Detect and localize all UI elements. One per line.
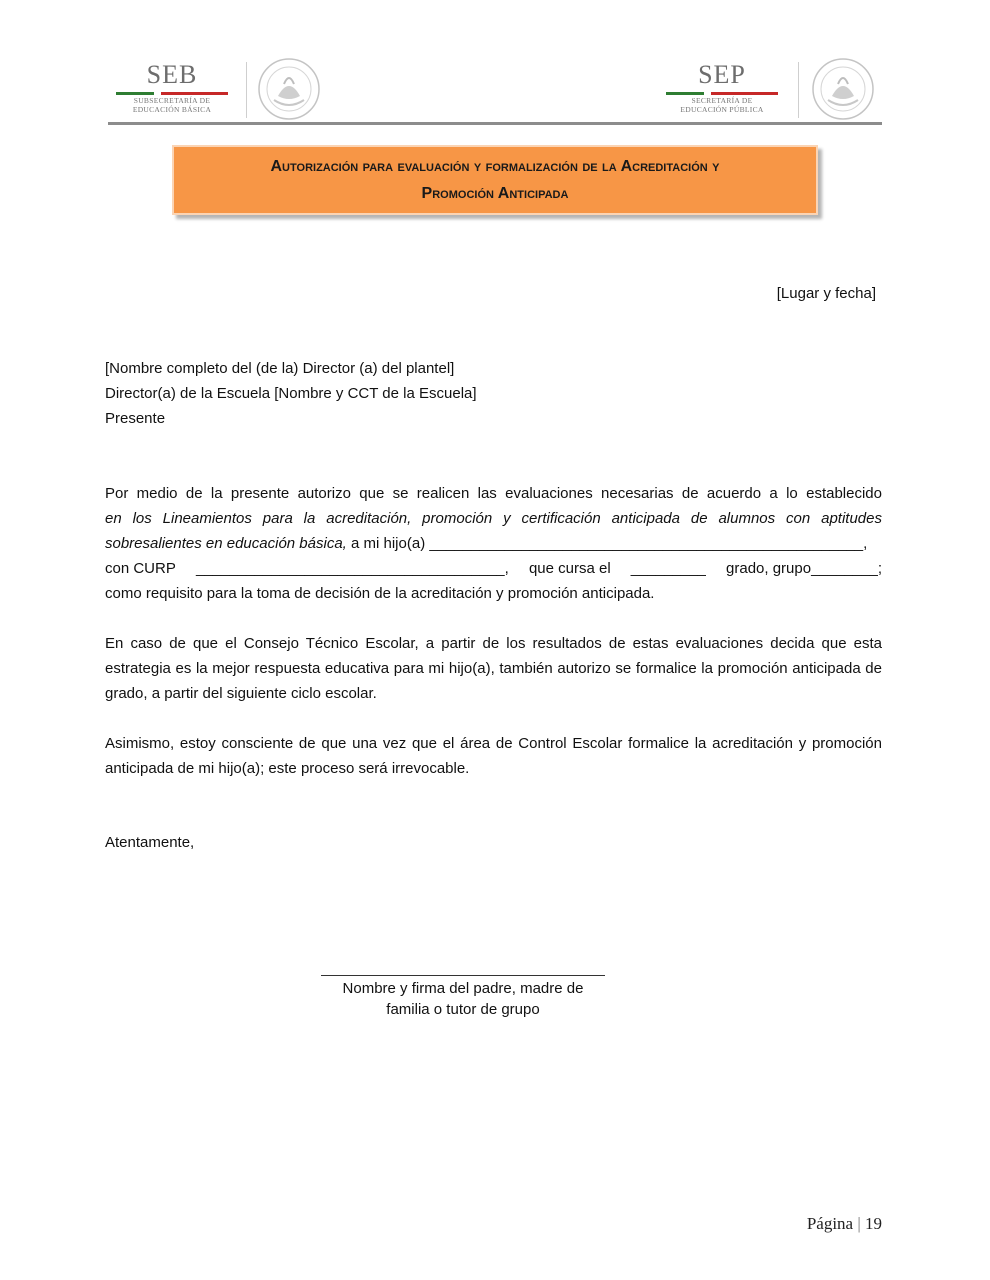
page-separator: | [857, 1214, 861, 1233]
sep-sub-line1: SECRETARÍA DE [691, 96, 753, 105]
document-title [251, 153, 740, 207]
signature-label [300, 978, 626, 1020]
page-number: 19 [865, 1214, 882, 1233]
paragraph-consejo-tecnico: En caso de que el Consejo Técnico Escolar, a partir de los resultados de estas evaluaciones decida que esta estrategia es la mejor respuesta educativa para mi hijo(a), también autorizo se formalice la promoción anticipada de grado, a partir del siguiente ciclo escolar. [105, 635, 882, 702]
page-footer [807, 1214, 882, 1234]
mexico-seal-right-icon [810, 56, 876, 122]
p1-text-b: a mi hijo(a) ____________________________________________________, [346, 535, 868, 552]
sep-sub-line2: EDUCACIÓN PÚBLICA [680, 104, 764, 114]
address-line1: [Nombre completo del (de la) Director (a) del plantel] [105, 360, 455, 377]
title-box [172, 145, 818, 215]
header-rule [108, 122, 882, 125]
signature-label-line1: Nombre y firma del padre, madre de [342, 980, 584, 997]
signature-line [321, 975, 605, 976]
grado-grupo-label: grado, grupo________; [726, 560, 882, 577]
paragraph-irrevocable: Asimismo, estoy consciente de que una vez que el área de Control Escolar formalice la acreditación y promoción anticipada de mi hijo(a); este proceso será irrevocable. [105, 735, 882, 777]
curp-blank: _____________________________________, [195, 560, 509, 577]
seb-logo [112, 62, 232, 114]
que-cursa-label: que cursa el [528, 560, 611, 577]
address-line3: Presente [105, 410, 166, 427]
p1-curp-row [105, 556, 882, 581]
seb-sub-line1: SUBSECRETARÍA DE [133, 96, 211, 105]
paragraph-authorization [105, 481, 882, 606]
curp-label: con CURP [105, 560, 176, 577]
page-label: Página [806, 1214, 854, 1233]
sep-abbr: SEP [698, 60, 746, 89]
address-line2: Director(a) de la Escuela [Nombre y CCT de la Escuela] [105, 385, 477, 402]
closing: Atentamente, [105, 834, 195, 851]
header-divider-left [246, 62, 247, 118]
p1-last-line: como requisito para la toma de decisión de la acreditación y promoción anticipada. [105, 585, 655, 602]
place-date: [Lugar y fecha] [776, 285, 876, 302]
address-block [105, 356, 477, 431]
signature-label-line2: familia o tutor de grupo [386, 1001, 540, 1018]
p1-italic: en los Lineamientos para la acreditación, promoción y certificación anticipada de alumnos con aptitudes sobresalientes en educación básica, [105, 510, 882, 552]
seb-flag-stripe [116, 92, 228, 95]
title-line2: Promoción Anticipada [421, 185, 569, 202]
sep-flag-stripe [666, 92, 778, 95]
seb-abbr: SEB [146, 60, 198, 89]
header-divider-right [798, 62, 799, 118]
sep-logo [660, 62, 784, 114]
grado-blank: _________ [630, 560, 706, 577]
mexico-seal-left-icon [256, 56, 322, 122]
p1-italic-block [105, 506, 882, 556]
title-line1: Autorización para evaluación y formalización de la Acreditación y [270, 158, 720, 175]
seb-sub-line2: EDUCACIÓN BÁSICA [132, 104, 212, 114]
p1-text-a: Por medio de la presente autorizo que se realicen las evaluaciones necesarias de acuerdo a lo establecido [105, 485, 882, 502]
